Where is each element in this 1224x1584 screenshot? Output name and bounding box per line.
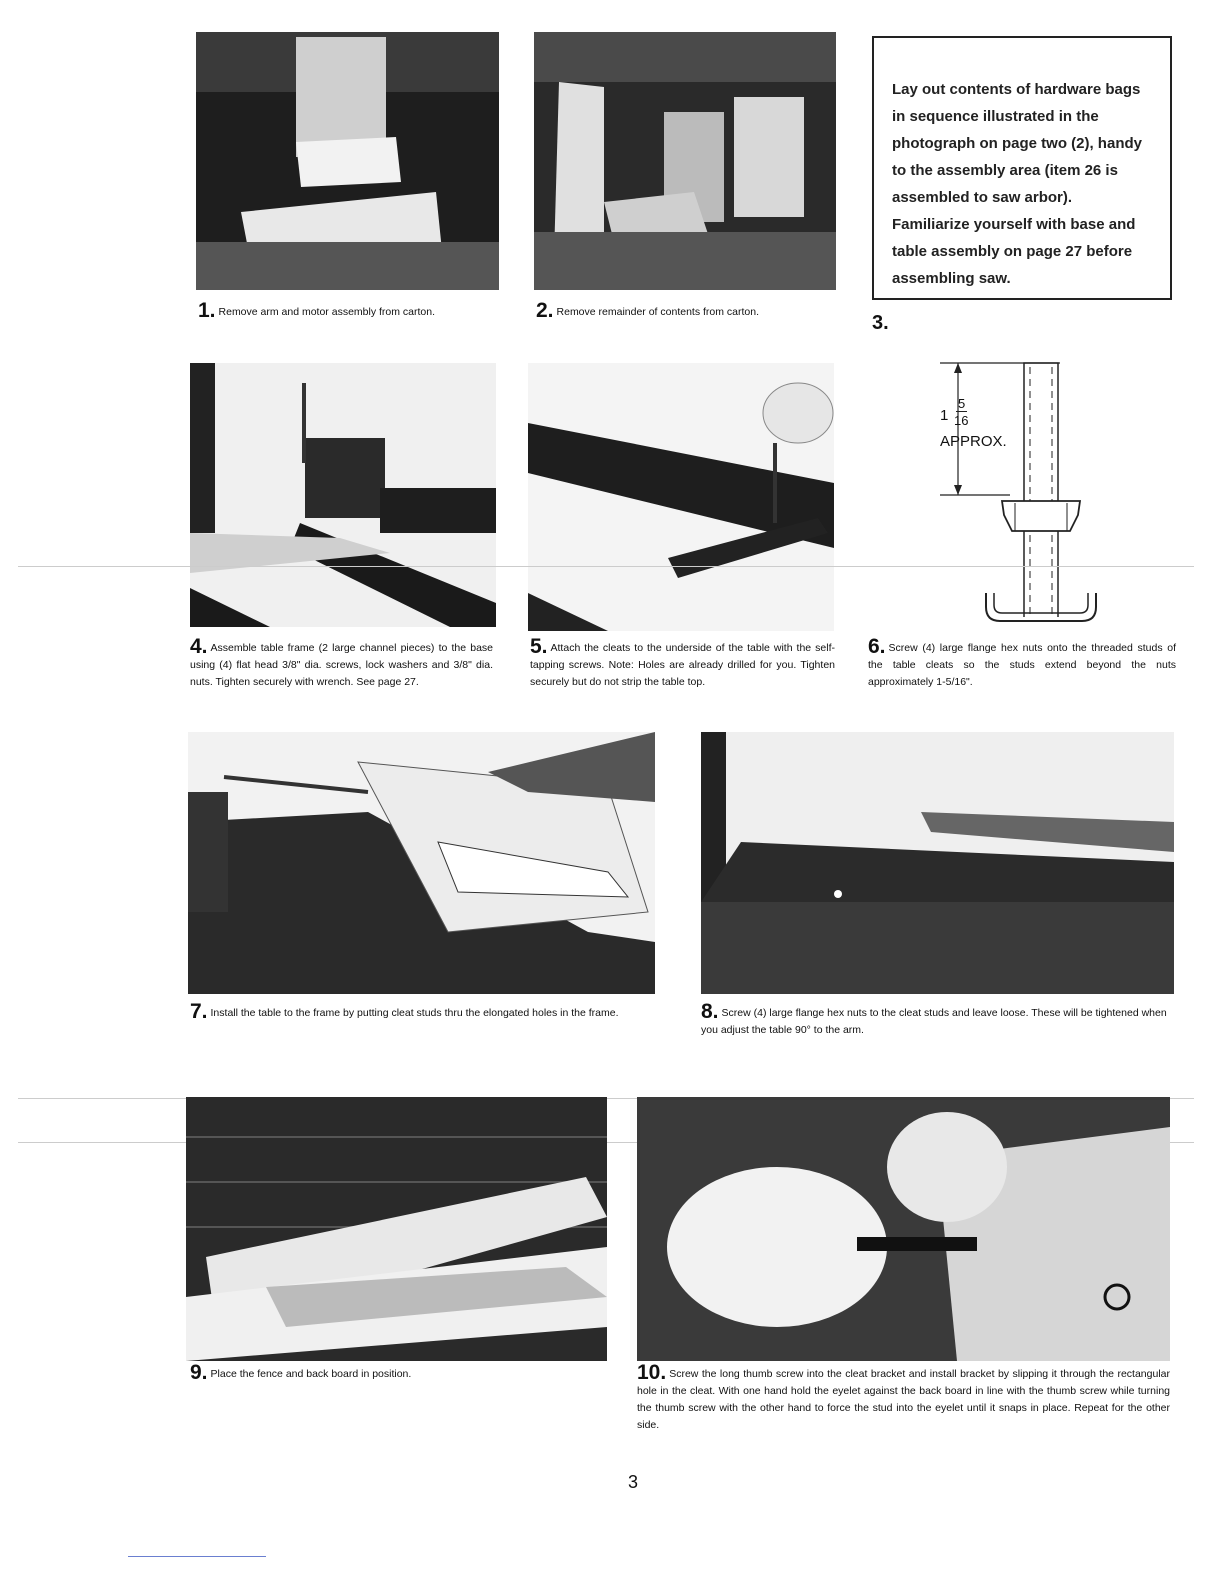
- step-number: 4.: [190, 635, 208, 658]
- step-text: Remove arm and motor assembly from carton.: [218, 306, 436, 318]
- step-number: 7.: [190, 1000, 208, 1023]
- caption-step-5: [530, 635, 835, 691]
- photo-step-7: [188, 732, 655, 994]
- step-text: Attach the cleats to the underside of the table with the self-tapping screws. Note: Holes are already drilled for you. Tighten securely but do not strip the table top.: [530, 642, 835, 688]
- step-text: Screw (4) large flange hex nuts to the cleat studs and leave loose. These will be tightened when you adjust the table 90° to the arm.: [701, 1007, 1167, 1036]
- step-text: Place the fence and back board in position.: [210, 1368, 412, 1380]
- caption-step-9: [190, 1361, 610, 1384]
- caption-step-7: [190, 1000, 658, 1023]
- photo-step-1: [196, 32, 499, 290]
- step-number: 6.: [868, 635, 886, 658]
- step-number: 2.: [536, 299, 554, 322]
- step-number: 9.: [190, 1361, 208, 1384]
- dimension-numerator: 5: [958, 396, 966, 411]
- step-number: 10.: [637, 1361, 667, 1384]
- step-text: Assemble table frame (2 large channel pieces) to the base using (4) flat head 3/8" dia. screws, lock washers and 3/8" dia. nuts. Tighten securely with wrench. See page 27.: [190, 642, 493, 688]
- caption-step-8: [701, 1000, 1173, 1039]
- step-number: 8.: [701, 1000, 719, 1023]
- scan-line: [18, 566, 1194, 567]
- photo-step-8: [701, 732, 1174, 994]
- step-number: 1.: [198, 299, 216, 322]
- dimension-approx-label: APPROX.: [940, 433, 1007, 450]
- photo-step-10: [637, 1097, 1170, 1361]
- caption-step-6: [868, 635, 1176, 691]
- info-box-text: Lay out contents of hardware bags in sequence illustrated in the photograph on page two (2), handy to the assembly area (item 26 is assembled to saw arbor). Familiarize yourself with base and table assembly on page 27 before assembling saw.: [892, 81, 1142, 287]
- dimension-denominator: 16: [954, 413, 969, 428]
- step-text: Screw the long thumb screw into the cleat bracket and install bracket by slipping it through the rectangular hole in the cleat. With one hand hold the eyelet against the back board in line with the thumb screw while turning the thumb screw with the other hand to force the stud into the eyelet until it snaps in place. Repeat for the other side.: [637, 1368, 1170, 1431]
- caption-step-10: [637, 1361, 1170, 1434]
- page-number: 3: [628, 1472, 639, 1492]
- step-text: Screw (4) large flange hex nuts onto the threaded studs of the table cleats so the studs extend beyond the nuts approximately 1-5/16".: [868, 642, 1176, 688]
- photo-step-9: [186, 1097, 607, 1361]
- hex-nut-stud-diagram: [920, 355, 1120, 635]
- info-box: [872, 36, 1172, 300]
- photo-step-5: [528, 363, 834, 631]
- step-number: 5.: [530, 635, 548, 658]
- photo-step-4: [190, 363, 496, 627]
- dimension-whole: 1: [940, 407, 949, 424]
- caption-step-4: [190, 635, 493, 691]
- photo-step-2: [534, 32, 836, 290]
- caption-step-1: [198, 299, 498, 322]
- step-3-number: 3.: [872, 312, 889, 334]
- step-text: Install the table to the frame by putting cleat studs thru the elongated holes in the frame.: [210, 1007, 619, 1019]
- caption-step-2: [536, 299, 836, 322]
- footer-line: [128, 1556, 266, 1557]
- step-text: Remove remainder of contents from carton.: [556, 306, 760, 318]
